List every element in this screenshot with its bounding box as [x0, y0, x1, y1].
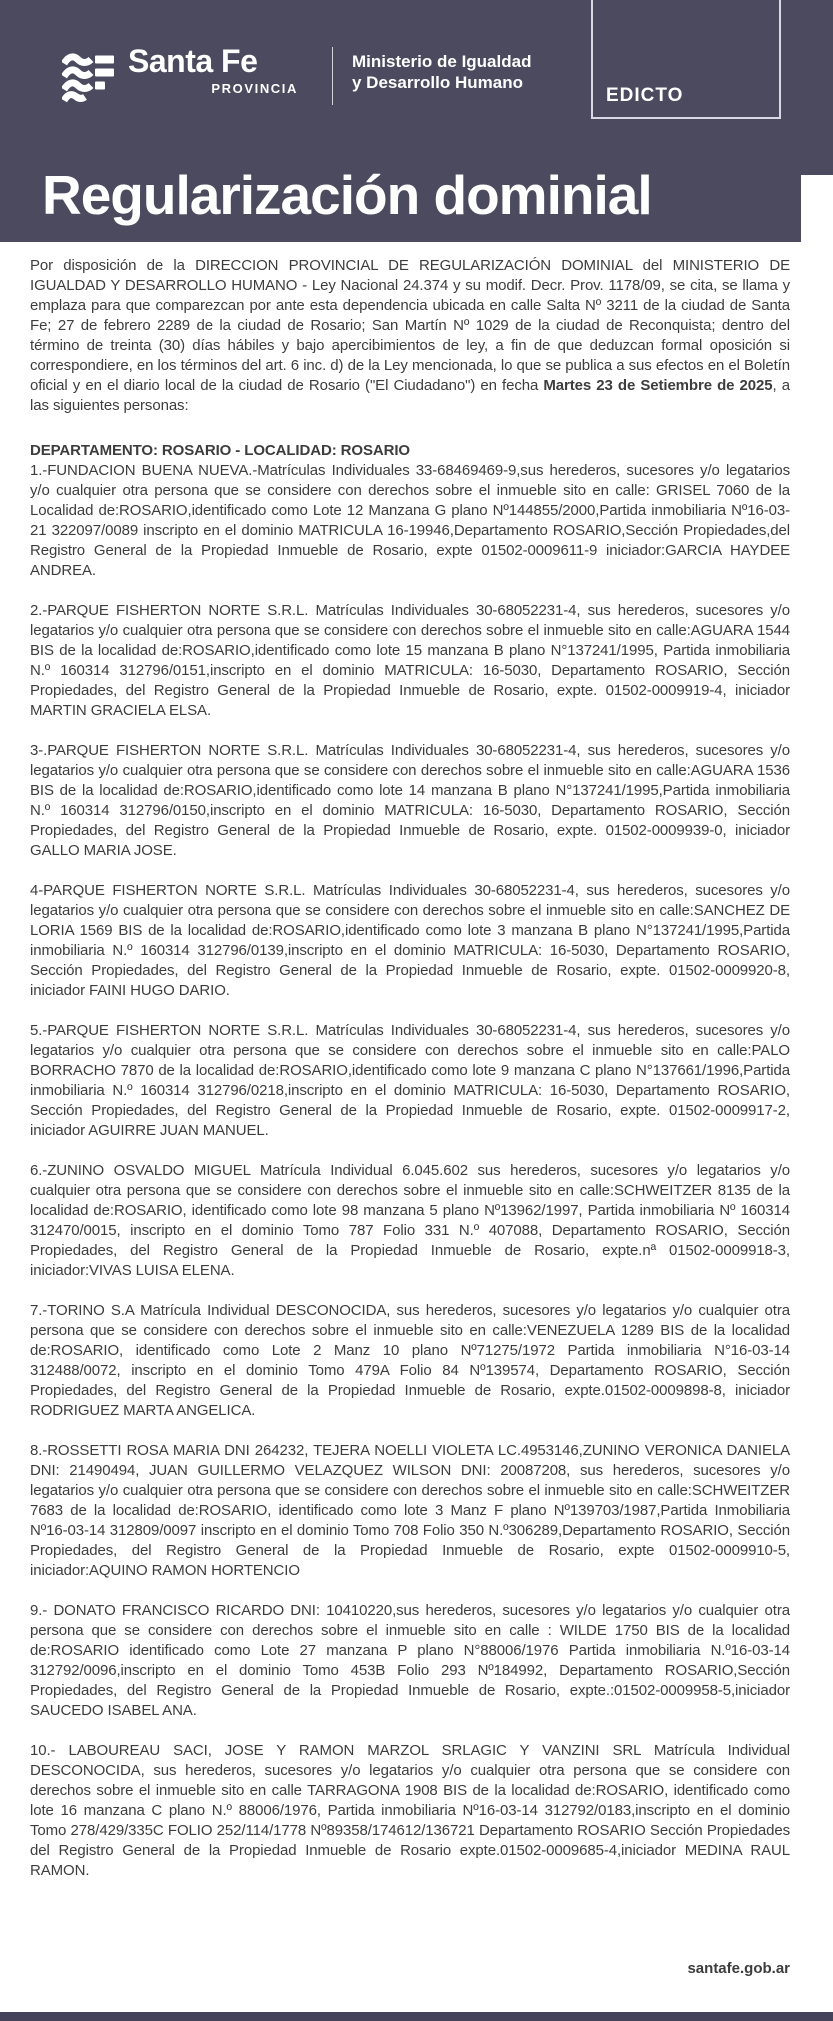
header-band — [0, 0, 833, 242]
ministry-line2: y Desarrollo Humano — [352, 73, 523, 92]
edict-item-7: 7.-TORINO S.A Matrícula Individual DESCONOCIDA, sus herederos, sucesores y/o legatarios y/o cualquier otra persona que se considere con derechos sobre el inmueble sito en calle:VENEZUELA 1289 BIS de la localidad de:ROSARIO, identificado como Lote 2 Manz 10 plano Nº71275/1972 Partida inmobiliaria N°16-03-14 312488/0072, inscripto en el dominio Tomo 479A Folio 84 Nº139574, Departamento ROSARIO, Sección Propiedades, del Registro General de la Propiedad Inmueble de Rosario, expte.01502-0009898-8, iniciador RODRIGUEZ MARTA ANGELICA. — [30, 1302, 790, 1419]
section-header: DEPARTAMENTO: ROSARIO - LOCALIDAD: ROSARIO — [30, 442, 410, 459]
header-corner-notch — [801, 175, 833, 242]
edict-item-2: 2.-PARQUE FISHERTON NORTE S.R.L. Matrículas Individuales 30-68052231-4, sus herederos, sucesores y/o legatarios y/o cualquier otra persona que se considere con derechos sobre el inmueble sito en calle:AGUARA 1544 BIS de la localidad de:ROSARIO,identificado como lote 15 manzana B plano N°137241/1995, Partida inmobiliaria N.º 160314 312796/0151,inscripto en el dominio MATRICULA: 16-5030, Departamento ROSARIO, Sección Propiedades, del Registro General de la Propiedad Inmueble de Rosario, expte. 01502-0009919-4, iniciador MARTIN GRACIELA ELSA. — [30, 602, 790, 719]
intro-suffix: , a las siguientes personas: — [30, 377, 790, 414]
edict-item-1: 1.-FUNDACION BUENA NUEVA.-Matrículas Individuales 33-68469469-9,sus herederos, sucesores y/o legatarios y/o cualquier otra persona que se considere con derechos sobre el inmueble sito en calle: GRISEL 7060 de la Localidad de:ROSARIO,identificado como Lote 12 Manzana G plano Nº144855/2000,Partida inmobiliaria Nº16-03-21 322097/0089 inscripto en el dominio MATRICULA 16-19946,Departamento ROSARIO,Sección Propiedades,del Registro General de la Propiedad Inmueble de Rosario, expte 01502-0009611-9 iniciador:GARCIA HAYDEE ANDREA. — [30, 462, 790, 579]
header-divider — [332, 47, 333, 105]
footer-bar — [0, 2012, 833, 2021]
edict-item-5: 5.-PARQUE FISHERTON NORTE S.R.L. Matrículas Individuales 30-68052231-4, sus herederos, sucesores y/o legatarios y/o cualquier otra persona que se considere con derechos sobre el inmueble sito en calle:PALO BORRACHO 7870 de la localidad de:ROSARIO,identificado como lote 9 manzana C plano N°137661/1996,Partida inmobiliaria N.º 160314 312796/0218,inscripto en el dominio MATRICULA: 16-5030, Departamento ROSARIO, Sección Propiedades, del Registro General de la Propiedad Inmueble de Rosario, expte. 01502-0009917-2, iniciador AGUIRRE JUAN MANUEL. — [30, 1022, 790, 1139]
edicto-box — [591, 0, 781, 119]
page-title: Regularización dominial — [42, 164, 652, 226]
edict-item-3: 3-.PARQUE FISHERTON NORTE S.R.L. Matrículas Individuales 30-68052231-4, sus herederos, sucesores y/o legatarios y/o cualquier otra persona que se considere con derechos sobre el inmueble sito en calle:AGUARA 1536 BIS de la localidad de:ROSARIO,identificado como lote 14 manzana B plano N°137241/1995,Partida inmobiliaria N.º 160314 312796/0150,inscripto en el dominio MATRICULA: 16-5030, Departamento ROSARIO, Sección Propiedades, del Registro General de la Propiedad Inmueble de Rosario, expte. 01502-0009939-0, iniciador GALLO MARIA JOSE. — [30, 742, 790, 859]
edict-item-9: 9.- DONATO FRANCISCO RICARDO DNI: 10410220,sus herederos, sucesores y/o legatarios y/o cualquier otra persona que se considere con derechos sobre el inmueble sito en calle : WILDE 1750 BIS de la localidad de:ROSARIO identificado como Lote 27 manzana P plano N°88006/1976 Partida inmobiliaria N.º16-03-14 312792/0096,inscripto en el dominio Tomo 453B Folio 293 Nº184992, Departamento ROSARIO,Sección Propiedades, del Registro General de la Propiedad Inmueble de Rosario, expte.:01502-0009958-5,iniciador SAUCEDO ISABEL ANA. — [30, 1602, 790, 1719]
brand-name: Santa Fe — [128, 43, 258, 79]
edict-body — [30, 250, 790, 1881]
publication-date: Martes 23 de Setiembre de 2025 — [543, 377, 773, 394]
edict-item-8: 8.-ROSSETTI ROSA MARIA DNI 264232, TEJERA NOELLI VIOLETA LC.4953146,ZUNINO VERONICA DANIELA DNI: 21490494, JUAN GUILLERMO VELAZQUEZ WILSON DNI: 20087208, sus herederos, sucesores y/o legatarios y/o cualquier otra persona que se considere con derechos sobre el inmueble sito en calle:SCHWEITZER 7683 de la localidad de:ROSARIO, identificado como lote 3 Manz F plano Nº139703/1987,Partida Inmobiliaria Nº16-03-14 312809/0097 inscripto en el dominio Tomo 708 Folio 350 N.º306289,Departamento ROSARIO, Sección Propiedades, del Registro General de la Propiedad Inmueble de Rosario, expte 01502-0009910-5, iniciador:AQUINO RAMON HORTENCIO — [30, 1442, 790, 1579]
edict-item-4: 4-PARQUE FISHERTON NORTE S.R.L. Matrículas Individuales 30-68052231-4, sus herederos, sucesores y/o legatarios y/o cualquier otra persona que se considere con derechos sobre el inmueble sito en calle:SANCHEZ DE LORIA 1569 BIS de la localidad de:ROSARIO,identificado como lote 3 manzana B plano N°137241/1995,Partida inmobiliaria N.º 160314 312796/0139,inscripto en el dominio MATRICULA: 16-5030, Departamento ROSARIO, Sección Propiedades, del Registro General de la Propiedad Inmueble de Rosario, expte. 01502-0009920-8, iniciador FAINI HUGO DARIO. — [30, 882, 790, 999]
santa-fe-flag-icon — [62, 50, 114, 104]
intro-paragraph — [30, 256, 790, 416]
edict-item-6: 6.-ZUNINO OSVALDO MIGUEL Matrícula Individual 6.045.602 sus herederos, sucesores y/o legatarios y/o cualquier otra persona que se considere con derechos sobre el inmueble sito en calle:SCHWEITZER 8135 de la localidad de:ROSARIO, identificado como lote 98 manzana 5 plano Nº13962/1997, Partida inmobiliaria Nº 160314 312470/0015, inscripto en el dominio Tomo 787 Folio 331 N.º 407088, Departamento ROSARIO, Sección Propiedades, del Registro General de la Propiedad Inmueble de Rosario, expte.nª 01502-0009918-3, iniciador:VIVAS LUISA ELENA. — [30, 1162, 790, 1279]
edict-item-10: 10.- LABOUREAU SACI, JOSE Y RAMON MARZOL SRLAGIC Y VANZINI SRL Matrícula Individual DESCONOCIDA, sus herederos, sucesores y/o legatarios y/o cualquier otra persona que se considere con derechos sobre el inmueble sito en calle TARRAGONA 1908 BIS de la localidad de:ROSARIO, identificado como lote 16 manzana C plano N.º 88006/1976, Partida inmobiliaria Nº16-03-14 312792/0183,inscripto en el dominio Tomo 278/429/335C FOLIO 252/114/1778 Nº89358/174612/136721 Departamento ROSARIO Sección Propiedades del Registro General de la Propiedad Inmueble de Rosario expte.01502-0009685-4,iniciador MEDINA RAUL RAMON. — [30, 1742, 790, 1879]
intro-text: Por disposición de la DIRECCION PROVINCIAL DE REGULARIZACIÓN DOMINIAL del MINISTERIO DE IGUALDAD Y DESARROLLO HUMANO - Ley Nacional 24.374 y su modif. Decr. Prov. 1178/09, se cita, se llama y emplaza para que comparezcan por ante esta dependencia ubicada en calle Salta Nº 3211 de la ciudad de Santa Fe; 27 de febrero 2289 de la ciudad de Rosario; San Martín Nº 1029 de la ciudad de Reconquista; dentro del término de treinta (30) días hábiles y bajo apercibimientos de ley, a fin de que deduzcan formal oposición si correspondiere, en los términos del art. 6 inc. d) de la Ley mencionada, lo que se publica a sus efectos en el Boletín oficial y en el diario local de la ciudad de Rosario ("El Ciudadano") en fecha — [30, 257, 790, 394]
edicto-label: EDICTO — [606, 85, 684, 106]
brand-block — [128, 44, 298, 96]
footer-website: santafe.gob.ar — [687, 1960, 790, 1977]
brand-subtitle: PROVINCIA — [211, 81, 298, 96]
ministry-name — [352, 51, 531, 93]
ministry-line1: Ministerio de Igualdad — [352, 52, 532, 71]
